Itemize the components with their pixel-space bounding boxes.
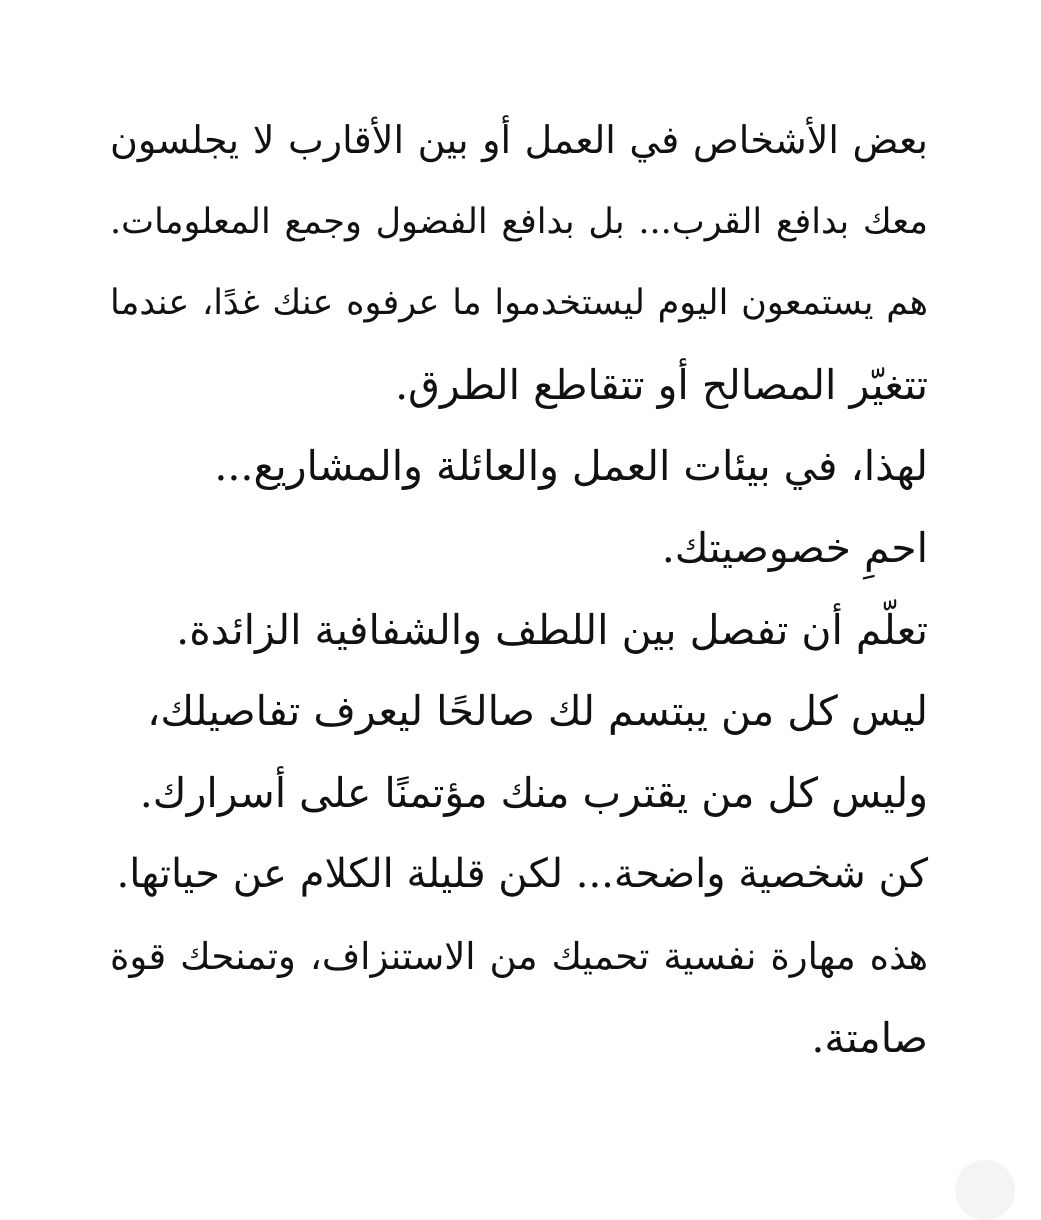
text-line-12: صامتة. (811, 1013, 928, 1062)
text-line-5: لهذا، في بيئات العمل والعائلة والمشاريع... (214, 442, 928, 491)
text-line-4: تتغيّر المصالح أو تتقاطع الطرق. (395, 360, 928, 409)
text-line-6: احمِ خصوصيتك. (661, 523, 928, 572)
text-line-11: هذه مهارة نفسية تحميك من الاستنزاف، وتمنحك قوة (110, 934, 928, 978)
text-line-7: تعلّم أن تفصل بين اللطف والشفافية الزائدة. (176, 605, 928, 654)
text-line-1: بعض الأشخاص في العمل أو بين الأقارب لا يجلسون (110, 118, 928, 162)
corner-decoration (955, 1160, 1015, 1220)
text-line-2: معك بدافع القرب... بل بدافع الفضول وجمع المعلومات. (110, 201, 928, 242)
text-line-8: ليس كل من يبتسم لك صالحًا ليعرف تفاصيلك، (147, 687, 928, 736)
text-line-9: وليس كل من يقترب منك مؤتمنًا على أسرارك. (139, 768, 928, 817)
text-line-10: كن شخصية واضحة... لكن قليلة الكلام عن حياتها. (116, 851, 928, 898)
text-line-3: هم يستمعون اليوم ليستخدموا ما عرفوه عنك غدًا، عندما (110, 283, 928, 324)
document-text (110, 100, 928, 1079)
